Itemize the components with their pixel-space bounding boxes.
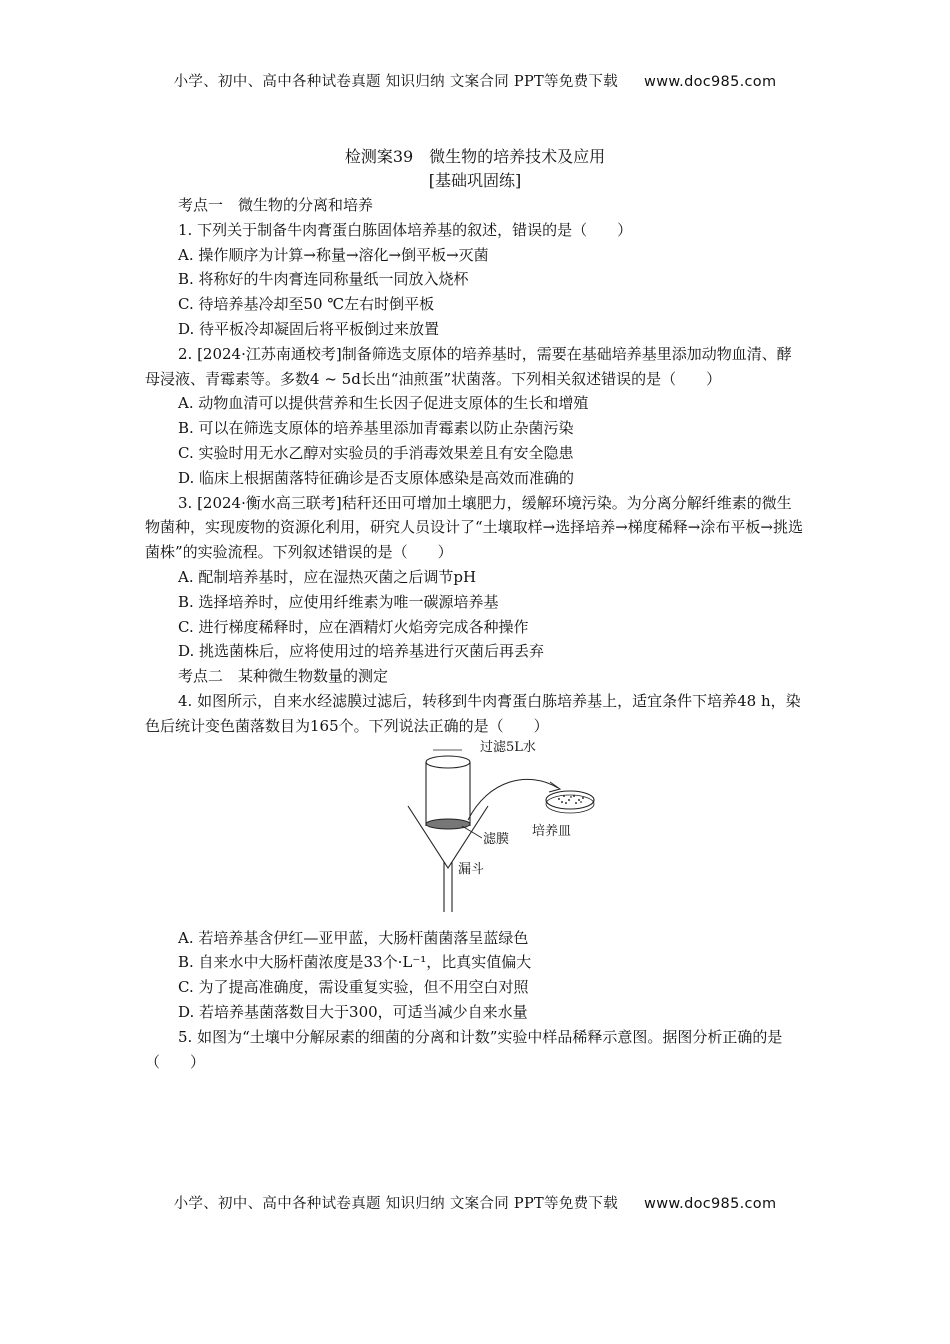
page-subtitle: [基础巩固练] [428,171,522,190]
filtration-figure [145,740,805,920]
transfer-arrowhead [549,782,560,792]
page-footer [0,1192,950,1213]
page-header [0,70,950,91]
question-4-option-a: A. 若培养基含伊红—亚甲蓝，大肠杆菌菌落呈蓝绿色 [178,928,529,947]
label-membrane: 滤膜 [483,831,510,847]
question-4-stem: 4. 如图所示，自来水经滤膜过滤后，转移到牛肉膏蛋白胨培养基上，适宜条件下培养48 h，染色后统计变色菌落数目为165个。下列说法正确的是（ ） [145,691,801,735]
label-funnel: 漏斗 [458,861,485,877]
question-3-option-b: B. 选择培养时，应使用纤维素为唯一碳源培养基 [178,592,499,611]
section-heading-1: 考点一 微生物的分离和培养 [178,196,374,214]
question-4-option-d: D. 若培养基菌落数目大于300，可适当减少自来水量 [178,1002,528,1021]
label-leader-membrane [462,826,482,838]
label-dish: 培养皿 [532,823,572,839]
question-3-option-c: C. 进行梯度稀释时，应在酒精灯火焰旁完成各种操作 [178,617,529,636]
section-heading-2: 考点二 某种微生物数量的测定 [178,667,389,686]
transfer-arrow [468,779,558,820]
question-3-option-a: A. 配制培养基时，应在湿热灭菌之后调节pH [178,567,477,586]
membrane-shape [426,819,470,829]
question-4-option-b: B. 自来水中大肠杆菌浓度是33个·L⁻¹，比真实值偏大 [178,953,532,972]
question-1-option-c: C. 待培养基冷却至50 ℃左右时倒平板 [178,295,435,314]
question-1-option-a: A. 操作顺序为计算→称量→溶化→倒平板→灭菌 [178,245,489,264]
question-5-stem: 5. 如图为“土壤中分解尿素的细菌的分离和计数”实验中样品稀释示意图。据图分析正确的是（ ） [145,1027,783,1071]
label-filter-5l: 过滤5L水 [480,739,536,755]
header-text: 小学、初中、高中各种试卷真题 知识归纳 文案合同 PPT等免费下载 [173,74,619,90]
title-block [0,145,950,193]
question-4-option-c: C. 为了提高准确度，需设重复实验，但不用空白对照 [178,978,529,997]
question-3-option-d: D. 挑选菌株后，应将使用过的培养基进行灭菌后再丢弃 [178,642,545,661]
question-1-option-d: D. 待平板冷却凝固后将平板倒过来放置 [178,319,440,338]
question-3-stem: 3. [2024·衡水高三联考]秸秆还田可增加土壤肥力，缓解环境污染。为分离分解纤维素的微生物菌种，实现废物的资源化利用，研究人员设计了“土壤取样→选择培养→梯度稀释→涂布平板→挑选菌株”的实验流程。下列叙述错误的是（ ） [145,493,803,562]
question-1-option-b: B. 将称好的牛肉膏连同称量纸一同放入烧杯 [178,270,469,289]
question-2-option-d: D. 临床上根据菌落特征确诊是否支原体感染是高效而准确的 [178,468,575,487]
footer-text: 小学、初中、高中各种试卷真题 知识归纳 文案合同 PPT等免费下载 [173,1196,619,1212]
cylinder-top [426,756,470,768]
question-2-option-b: B. 可以在筛选支原体的培养基里添加青霉素以防止杂菌污染 [178,419,574,438]
footer-url[interactable]: www.doc985.com [644,1196,777,1212]
question-2-stem: 2. [2024·江苏南通校考]制备筛选支原体的培养基时，需要在基础培养基里添加动物血清、酵母浸液、青霉素等。多数4 ~ 5d长出“油煎蛋”状菌落。下列相关叙述错误的是（ ） [145,344,792,388]
header-url[interactable]: www.doc985.com [644,74,777,90]
question-1-stem: 1. 下列关于制备牛肉膏蛋白胨固体培养基的叙述，错误的是（ ） [178,220,633,239]
question-2-option-c: C. 实验时用无水乙醇对实验员的手消毒效果差且有安全隐患 [178,443,574,462]
page-title: 检测案39 微生物的培养技术及应用 [344,147,606,166]
question-2-option-a: A. 动物血清可以提供营养和生长因子促进支原体的生长和增殖 [178,394,589,413]
document-body [145,193,805,1074]
